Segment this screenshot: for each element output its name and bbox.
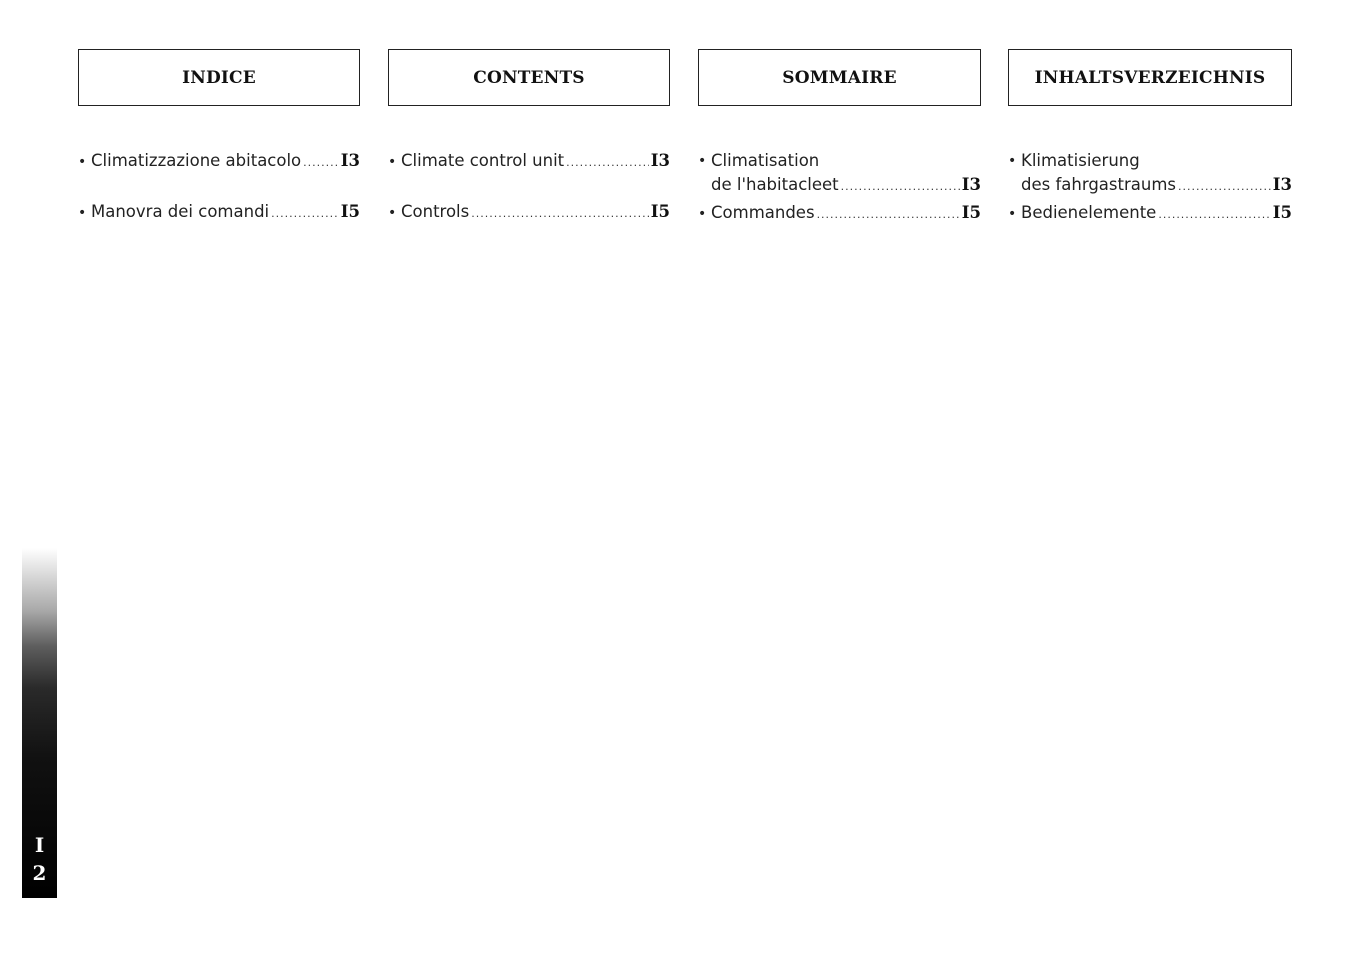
toc-column-english: [388, 49, 670, 226]
bullet-icon: •: [78, 205, 87, 221]
entry-page: I5: [1272, 203, 1292, 222]
bullet-icon: •: [1008, 153, 1017, 169]
toc-column-french: [698, 49, 981, 227]
entry-page: I5: [961, 203, 981, 222]
entry-page: I3: [1272, 175, 1292, 194]
toc-entry[interactable]: [698, 149, 981, 199]
dot-leader: [817, 203, 960, 227]
page-number: 2: [32, 861, 47, 885]
toc-entry[interactable]: [698, 201, 981, 227]
toc-entry[interactable]: [78, 200, 360, 226]
entry-page: I3: [340, 151, 360, 170]
bullet-icon: •: [388, 154, 397, 170]
section-heading: INHALTSVERZEICHNIS: [1008, 49, 1292, 106]
section-heading: CONTENTS: [388, 49, 670, 106]
entry-label: Bedienelemente: [1021, 203, 1157, 222]
dot-leader: [471, 202, 649, 226]
dot-leader: [303, 151, 339, 175]
entry-label: Commandes: [711, 203, 815, 222]
bullet-icon: •: [698, 206, 707, 222]
entry-page: I3: [650, 151, 670, 170]
toc-entry[interactable]: [388, 149, 670, 175]
toc-entries: [388, 149, 670, 226]
section-heading: INDICE: [78, 49, 360, 106]
entry-label: Climatizzazione abitacolo: [91, 151, 302, 170]
dot-leader: [271, 202, 339, 226]
section-thumb-tab: [22, 548, 57, 898]
entry-page: I5: [340, 202, 360, 221]
bullet-icon: •: [78, 154, 87, 170]
bullet-icon: •: [1008, 206, 1017, 222]
toc-column-italian: [78, 49, 360, 226]
toc-entries: [698, 149, 981, 227]
entry-page: I5: [650, 202, 670, 221]
bullet-icon: •: [388, 205, 397, 221]
bullet-icon: •: [698, 153, 707, 169]
section-letter: I: [34, 833, 45, 857]
entry-label: Climate control unit: [401, 151, 565, 170]
toc-entries: [78, 149, 360, 226]
dot-leader: [1178, 175, 1271, 199]
toc-column-german: [1008, 49, 1292, 227]
dot-leader: [566, 151, 649, 175]
dot-leader: [841, 175, 960, 199]
entry-label-line2: des fahrgastraums: [1021, 175, 1177, 194]
toc-entry[interactable]: [1008, 201, 1292, 227]
entry-label-line2: de l'habitacleet: [711, 175, 839, 194]
entry-label-line1: Climatisation: [711, 151, 820, 170]
entry-page: I3: [961, 175, 981, 194]
toc-entry[interactable]: [78, 149, 360, 175]
entry-label: Manovra dei comandi: [91, 202, 270, 221]
toc-entry[interactable]: [1008, 149, 1292, 199]
section-heading: SOMMAIRE: [698, 49, 981, 106]
entry-label: Controls: [401, 202, 470, 221]
dot-leader: [1158, 203, 1270, 227]
toc-entry[interactable]: [388, 200, 670, 226]
toc-entries: [1008, 149, 1292, 227]
entry-label-line1: Klimatisierung: [1021, 151, 1140, 170]
